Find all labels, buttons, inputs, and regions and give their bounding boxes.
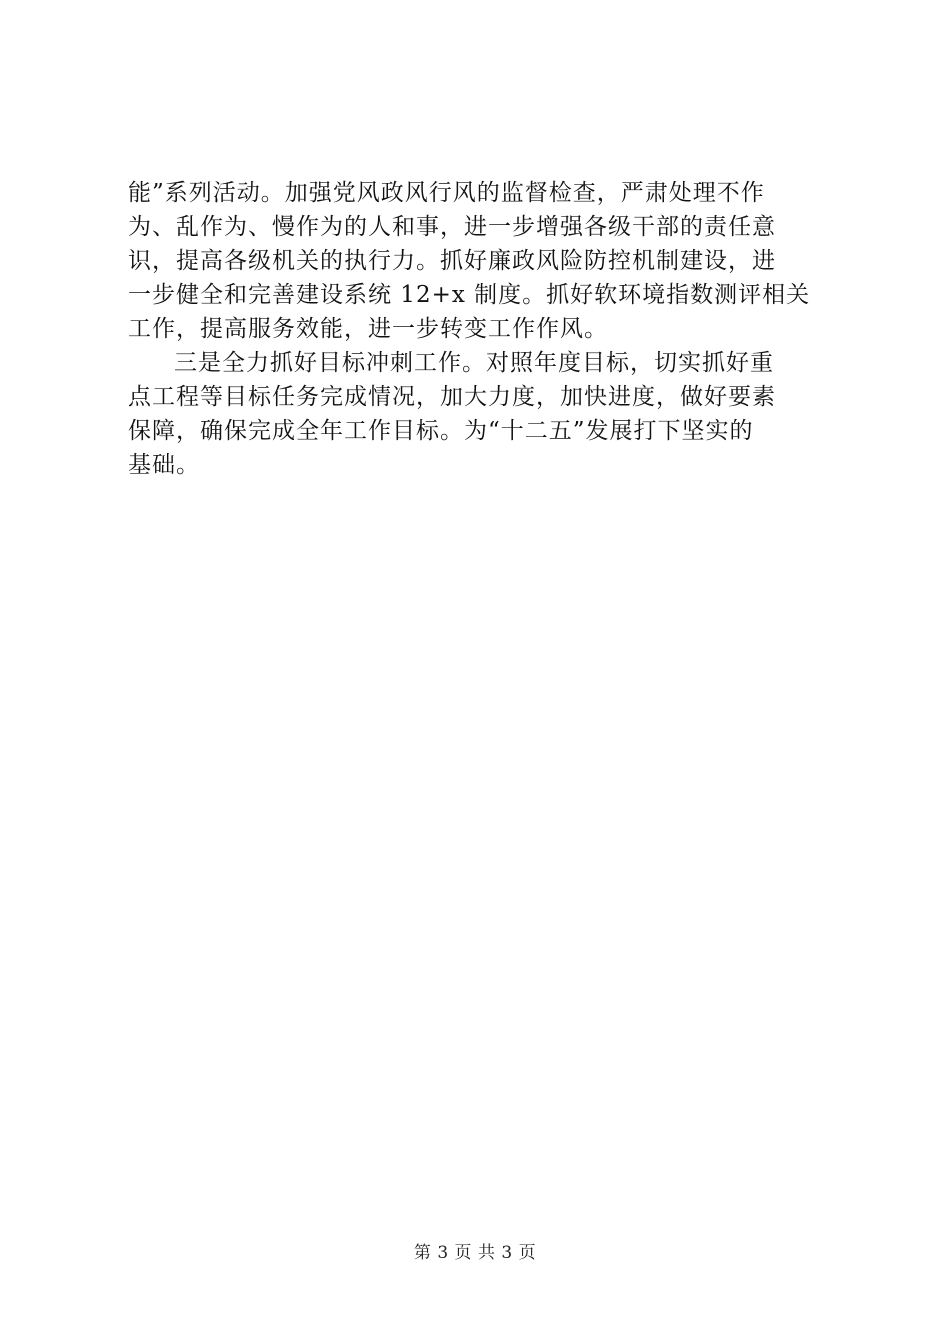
text-line: 能”系列活动。加强党风政风行风的监督检查，严肃处理不作 (128, 180, 765, 206)
text-line: 基础。 (128, 452, 200, 478)
text-line: 识，提高各级机关的执行力。抓好廉政风险防控机制建设，进 (128, 248, 776, 274)
text-line: 一步健全和完善建设系统 12+x 制度。抓好软环境指数测评相关 (128, 282, 811, 308)
document-body (128, 176, 828, 482)
text-line: 为、乱作为、慢作为的人和事，进一步增强各级干部的责任意 (128, 214, 776, 240)
page-footer (0, 1241, 950, 1265)
text-line: 点工程等目标任务完成情况，加大力度，加快进度，做好要素 (128, 384, 776, 410)
paragraph-start-line: 三是全力抓好目标冲刺工作。对照年度目标，切实抓好重 (174, 350, 774, 376)
text-line: 保障，确保完成全年工作目标。为“十二五”发展打下坚实的 (128, 418, 754, 444)
page-number-label: 第 3 页 共 3 页 (413, 1243, 537, 1263)
text-line: 工作，提高服务效能，进一步转变工作作风。 (128, 316, 608, 342)
